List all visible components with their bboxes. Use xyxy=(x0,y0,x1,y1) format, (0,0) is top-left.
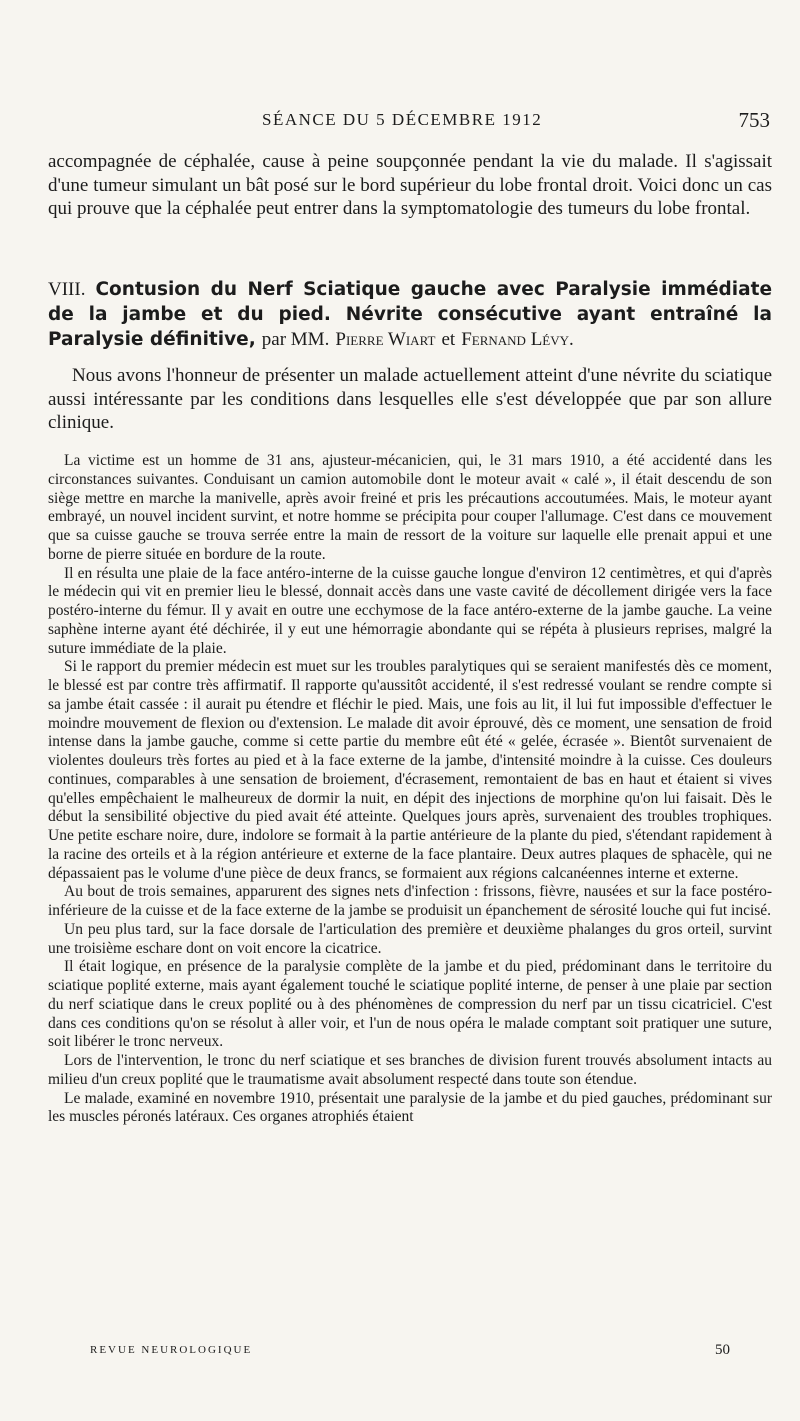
section-title: Contusion du Nerf Sciatique gauche avec Paralysie immédiate de la jambe et du pied. Névrite consécutive ayant entraîné la Paralysie définitive, xyxy=(48,279,773,350)
intro-text xyxy=(48,364,772,435)
case-paragraph: Si le rapport du premier médecin est muet sur les troubles paralytiques qui se seraient manifestés dès ce moment, le blessé est par contre très affirmatif. Il rapporte qu'aussitôt accidenté, il s'est redressé voulant se rendre compte si sa jambe était cassée : il aurait pu étendre et fléchir le pied. Mais, une fois au lit, il lui fut impossible d'effectuer le moindre mouvement de flexion ou d'extension. Le malade dit avoir éprouvé, dès ce moment, une sensation de froid intense dans la jambe gauche, comme si cette partie du membre eût été « gelée, écrasée ». Bientôt survenaient de violentes douleurs très fortes au pied et à la face externe de la jambe, d'intensité moindre à la cuisse. Ces douleurs continues, comparables à une sensation de broiement, d'écrasement, remontaient de bas en haut et étaient si vives qu'elles empêchaient le malheureux de dormir la nuit, en dépit des injections de morphine qu'on lui faisait. Dès le début la sensibilité objective du pied avait été atteinte. Quelques jours après, survenaient des troubles trophiques. Une petite eschare noire, dure, indolore se formait à la partie antérieure de la plante du pied, s'étendant rapidement à la racine des orteils et à la région antérieure et externe de la face plantaire. Deux autres plaques de sphacèle, qui ne dépassaient pas le volume d'une pièce de deux francs, se formaient aux régions calcanéennes interne et externe. xyxy=(48,658,772,882)
case-paragraph: Le malade, examiné en novembre 1910, présentait une paralysie de la jambe et du pied gauches, prédominant sur les muscles péronés latéraux. Ces organes atrophiés étaient xyxy=(48,1089,772,1126)
author-2: Fernand Lévy. xyxy=(461,329,574,350)
case-paragraph: Au bout de trois semaines, apparurent des signes nets d'infection : frissons, fièvre, nausées et sur la face postéro-inférieure de la cuisse et de la face externe de la jambe se produisit un épanchement de sérosité louche qui fut incisé. xyxy=(48,883,772,919)
case-report xyxy=(48,452,772,1127)
case-paragraph: La victime est un homme de 31 ans, ajusteur-mécanicien, qui, le 31 mars 1910, a été accidenté dans les circonstances suivantes. Conduisant un camion automobile dont le moteur avait « calé », il était descendu de son siège mettre en marche la manivelle, après avoir freiné et pris les précautions accoutumées. Mais, le moteur ayant embrayé, un nouvel incident survint, et notre homme se précipita pour couper l'allumage. C'est dans ce mouvement que sa cuisse gauche se trouva serrée entre la main de ressort de la voiture sur laquelle elle prenait appui et une borne de pierre située en bordure de la route. xyxy=(48,452,772,563)
section-heading xyxy=(48,277,772,352)
intro-paragraph: Nous avons l'honneur de présenter un malade actuellement atteint d'une névrite du sciatique aussi intéressante par les conditions dans lesquelles elle s'est développée que par son allure clinique. xyxy=(48,365,772,433)
case-paragraph: Lors de l'intervention, le tronc du nerf sciatique et ses branches de division furent trouvés absolument intacts au milieu d'un creux poplité que le traumatisme avait absolument respecté dans toute son étendue. xyxy=(48,1052,772,1088)
continuation-paragraph: accompagnée de céphalée, cause à peine soupçonnée pendant la vie du malade. Il s'agissait d'une tumeur simulant un bât posé sur le bord supérieur du lobe frontal droit. Voici donc un cas qui prouve que la céphalée peut entrer dans la symptomatologie des tumeurs du lobe frontal. xyxy=(48,151,772,219)
case-paragraph: Un peu plus tard, sur la face dorsale de l'articulation des première et deuxième phalanges du gros orteil, survint une troisième eschare dont on voit encore la cicatrice. xyxy=(48,920,772,957)
author-1: Pierre Wiart xyxy=(335,329,436,350)
running-title: SÉANCE DU 5 DÉCEMBRE 1912 xyxy=(262,110,543,129)
continuation-text xyxy=(48,150,772,221)
case-paragraph: Il en résulta une plaie de la face antéro-interne de la cuisse gauche longue d'environ 12 centimètres, et qui d'après le médecin qui vit en premier lieu le blessé, donnait accès dans une vaste cavité de décollement dirigée vers la face postéro-interne du fémur. Il y avait en outre une ecchymose de la face antéro-externe de la jambe gauche. La veine saphène interne ayant été déchirée, il y eut une hémorragie abondante qui se répéta à plusieurs reprises, malgré la suture immédiate de la plaie. xyxy=(48,564,772,657)
author-conjunction: et xyxy=(441,329,456,350)
section-number: VIII. xyxy=(48,279,86,300)
page-footer xyxy=(90,1344,730,1368)
case-paragraph: Il était logique, en présence de la paralysie complète de la jambe et du pied, prédominant dans le territoire du sciatique poplité externe, mais ayant également touché le sciatique poplité interne, de penser à une plaie par section du nerf sciatique dans le creux poplité ou à des phénomènes de compression du nerf par un tissu cicatriciel. C'est dans ces conditions qu'on se résolut à aller voir, et l'un de nous opéra le malade comptant soit pratiquer une suture, soit libérer le tronc nerveux. xyxy=(48,958,772,1051)
page-header xyxy=(48,104,770,138)
sheet-number: 50 xyxy=(715,1342,730,1358)
page-number: 753 xyxy=(738,108,770,132)
journal-name: REVUE NEUROLOGIQUE xyxy=(90,1344,253,1356)
authors-prefix: par MM. xyxy=(261,329,330,350)
